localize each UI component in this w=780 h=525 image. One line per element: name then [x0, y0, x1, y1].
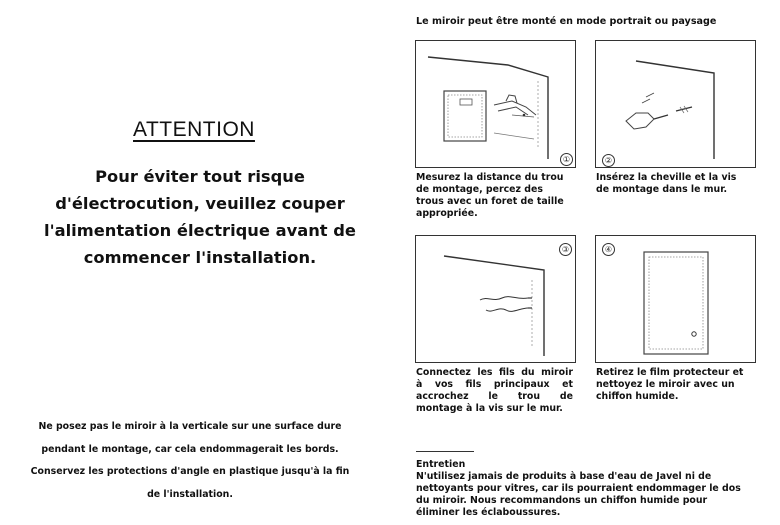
warning-line: Pour éviter tout risque — [95, 167, 305, 186]
mirror-front-drawing — [596, 236, 757, 364]
caption-word: à — [416, 379, 423, 390]
caption-line: de montage, percez des — [416, 184, 543, 195]
caption-word: le — [488, 391, 498, 402]
maintenance-line: N'utilisez jamais de produits à base d'eau de Javel ni de — [416, 471, 712, 482]
caption-line: trous avec un foret de taille — [416, 196, 564, 207]
step-4-illustration — [595, 235, 756, 363]
warning-line: commencer l'installation. — [83, 248, 317, 267]
note-line: de l'installation. — [147, 488, 233, 500]
caption-word: miroir — [541, 367, 573, 378]
step-3-illustration — [415, 235, 576, 363]
step-2-caption — [596, 172, 736, 196]
mounting-header: Le miroir peut être monté en mode portrait ou paysage — [416, 16, 717, 27]
step-3-caption — [416, 367, 573, 415]
maintenance-line: du miroir. Nous recommandons un chiffon humide pour — [416, 495, 708, 506]
caption-line: Insérez la cheville et la vis — [596, 172, 737, 183]
caption-line: chiffon humide. — [596, 391, 679, 402]
step-2-illustration — [595, 40, 756, 168]
step-4-caption — [596, 367, 743, 403]
maintenance-section — [416, 459, 741, 519]
note-line: Conservez les protections d'angle en plastique jusqu'à la fin — [30, 466, 350, 477]
warning-line: l'alimentation électrique avant de — [44, 221, 356, 240]
caption-word: Connectez — [416, 367, 471, 378]
wall-mirror-drawing — [416, 41, 577, 169]
wire-connection-drawing — [416, 236, 577, 364]
step-4-number: ④ — [602, 243, 615, 256]
maintenance-divider — [416, 451, 474, 452]
step-3-number: ③ — [559, 243, 572, 256]
note-line: pendant le montage, car cela endommagerait les bords. — [41, 443, 339, 455]
caption-word: de — [559, 391, 573, 402]
warning-line: d'électrocution, veuillez couper — [55, 194, 345, 213]
caption-line — [416, 379, 573, 391]
step-1-illustration — [415, 40, 576, 168]
caption-word: du — [521, 367, 535, 378]
caption-word: vos — [434, 379, 453, 390]
caption-line — [416, 367, 573, 379]
anchor-screw-drawing — [596, 41, 757, 169]
maintenance-line: nettoyants pour vitres, car ils pourraient endommager le dos — [416, 483, 741, 494]
attention-title: ATTENTION — [133, 118, 255, 141]
maintenance-title: Entretien — [416, 459, 466, 470]
step-1-caption — [416, 172, 564, 220]
maintenance-line: éliminer les éclaboussures. — [416, 507, 561, 518]
caption-line: de montage dans le mur. — [596, 184, 728, 195]
led-touch-switch-icon — [692, 332, 696, 336]
caption-word: accrochez — [416, 391, 469, 402]
caption-line: Mesurez la distance du trou — [416, 172, 564, 183]
caption-word: et — [562, 379, 573, 390]
handling-note — [0, 416, 380, 506]
caption-word: les — [477, 367, 493, 378]
caption-line: Retirez le film protecteur et — [596, 367, 744, 378]
caption-word: principaux — [493, 379, 550, 390]
note-line: Ne posez pas le miroir à la verticale sur une surface dure — [38, 421, 342, 432]
caption-word: fils — [498, 367, 515, 378]
caption-line: montage à la vis sur le mur. — [416, 403, 563, 414]
electrocution-warning — [20, 163, 380, 271]
caption-line: appropriée. — [416, 208, 478, 219]
step-2-number: ② — [602, 154, 615, 167]
caption-line: nettoyez le miroir avec un — [596, 379, 735, 390]
caption-word: fils — [465, 379, 482, 390]
caption-line — [416, 391, 573, 403]
caption-word: trou — [517, 391, 541, 402]
step-1-number: ① — [560, 153, 573, 166]
